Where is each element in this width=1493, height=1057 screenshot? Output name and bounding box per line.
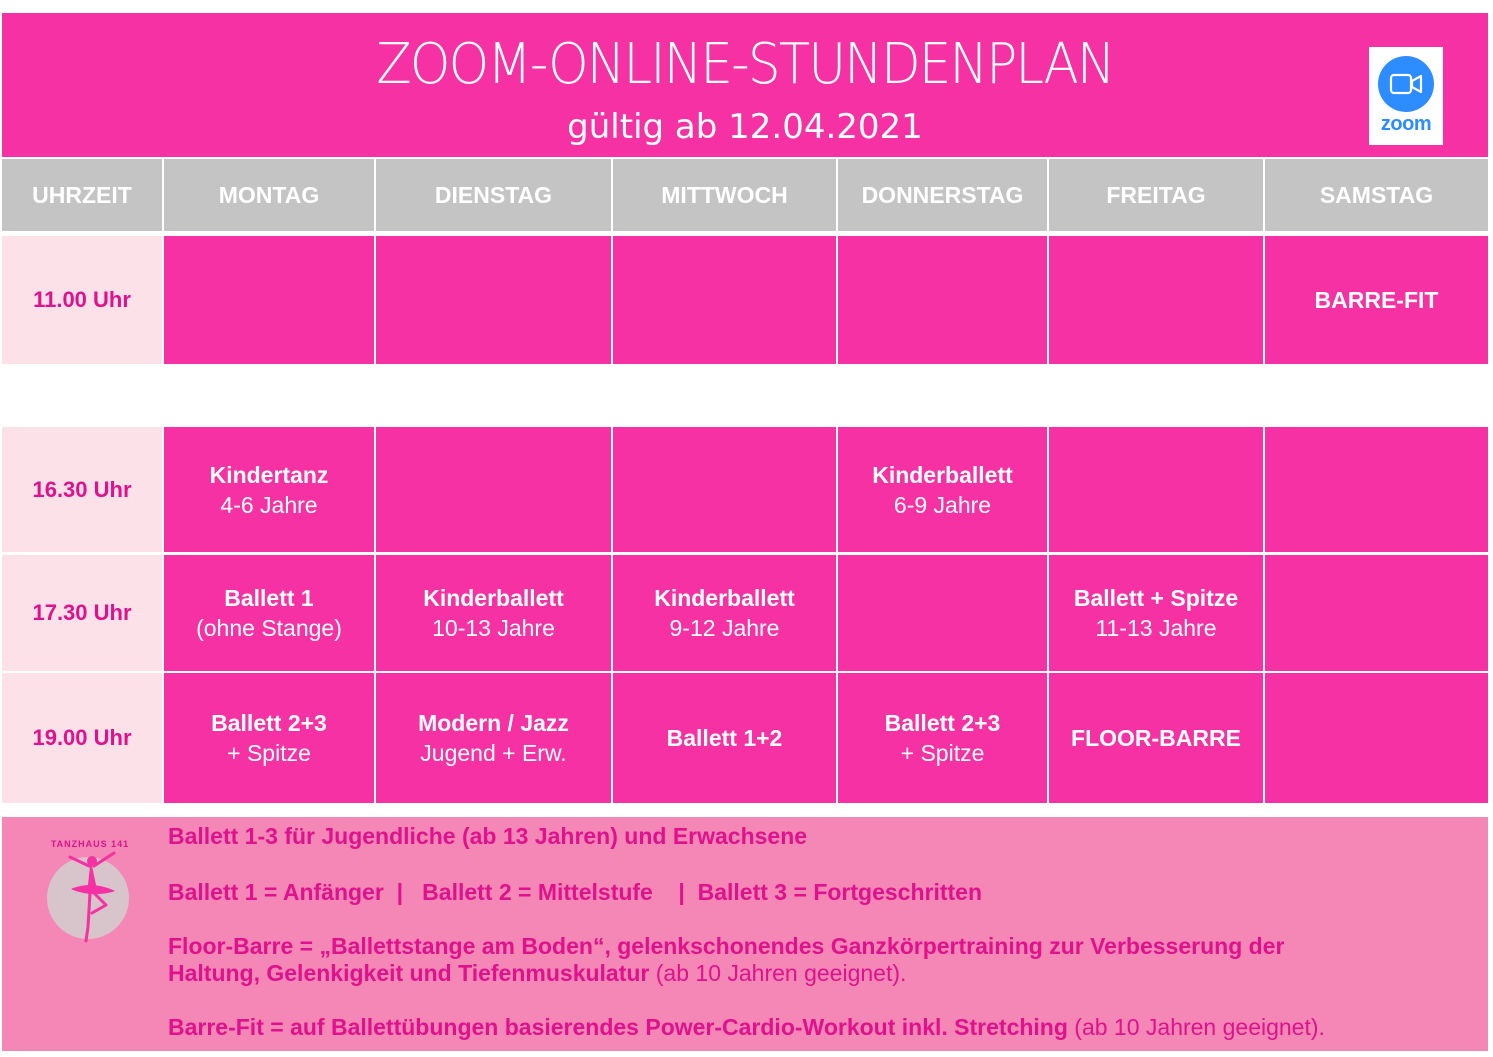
column-header-mittwoch: MITTWOCH [613,159,836,231]
class-name: Kinderballett [423,585,564,611]
page-subtitle: gültig ab 12.04.2021 [567,107,923,147]
class-detail: 9-12 Jahre [669,615,780,641]
class-detail: 6-9 Jahre [893,491,992,518]
class-name: Kinderballett [872,461,1013,488]
class-cell-samstag [1265,236,1488,364]
page-title: ZOOM-ONLINE-STUNDENPLAN [376,32,1114,97]
column-header-samstag: SAMSTAG [1265,159,1488,231]
time-cell: 17.30 Uhr [2,555,162,671]
column-header-uhrzeit: UHRZEIT [2,159,162,231]
tanzhaus-logo-text: TANZHAUS 141 [50,839,130,849]
class-cell-samstag [1265,427,1488,552]
class-name: Kinderballett [654,585,795,611]
class-cell-donnerstag [838,236,1047,364]
time-cell: 11.00 Uhr [2,236,162,364]
column-header-montag: MONTAG [164,159,374,231]
class-detail: (ohne Stange) [196,615,342,641]
class-name: BARRE-FIT [1314,287,1439,313]
note-floor-barre-age: (ab 10 Jahren geeignet). [649,960,907,986]
header-banner [2,13,1488,157]
class-name: Ballett 1+2 [666,725,783,751]
class-cell-dienstag [376,236,611,364]
time-cell: 16.30 Uhr [2,427,162,552]
class-name: Kindertanz [209,461,329,488]
class-detail: 10-13 Jahre [432,615,555,641]
class-detail: Jugend + Erw. [420,740,567,766]
zoom-logo-text: zoom [1380,113,1432,135]
class-cell-mittwoch [613,236,836,364]
class-cell-mittwoch [613,673,836,803]
note-barre-fit [168,1014,1325,1041]
class-cell-montag [164,236,374,364]
class-cell-samstag [1265,673,1488,803]
zoom-logo [1369,47,1443,145]
class-name: Ballett 2+3 [211,710,327,736]
note-floor-barre-2 [168,960,906,987]
note-floor-barre-2-text: Haltung, Gelenkigkeit und Tiefenmuskulatur [168,960,650,986]
footer-notes [2,817,1488,1051]
class-cell-dienstag [376,673,611,803]
class-cell-samstag [1265,555,1488,671]
note-ballett-levels: Ballett 1 = Anfänger | Ballett 2 = Mittelstufe | Ballett 3 = Fortgeschritten [168,879,982,905]
class-cell-dienstag [376,427,611,552]
class-cell-dienstag [376,555,611,671]
class-cell-donnerstag [838,673,1047,803]
class-cell-donnerstag [838,555,1047,671]
class-detail: 11-13 Jahre [1095,615,1217,641]
class-name: Ballett 2+3 [884,710,1001,736]
column-header-donnerstag: DONNERSTAG [838,159,1047,231]
class-cell-montag [164,673,374,803]
class-cell-donnerstag [838,427,1047,552]
class-name: FLOOR-BARRE [1071,725,1241,751]
column-header-freitag: FREITAG [1049,159,1263,231]
column-header-dienstag: DIENSTAG [376,159,611,231]
class-cell-mittwoch [613,427,836,552]
video-camera-icon [1378,56,1434,112]
ballerina-icon [62,847,126,945]
note-barre-fit-text: Barre-Fit = auf Ballettübungen basierendes Power-Cardio-Workout inkl. Stretching [168,1014,1068,1040]
class-name: Ballett + Spitze [1073,585,1239,611]
class-cell-freitag [1049,555,1263,671]
class-cell-freitag [1049,236,1263,364]
class-cell-mittwoch [613,555,836,671]
class-detail: + Spitze [900,740,985,766]
note-floor-barre-1: Floor-Barre = „Ballettstange am Boden“, gelenkschonendes Ganzkörpertraining zur Verbesserung der [168,933,1285,959]
note-barre-fit-age: (ab 10 Jahren geeignet). [1067,1014,1325,1040]
note-ballett-levels-intro: Ballett 1-3 für Jugendliche (ab 13 Jahren) und Erwachsene [168,823,808,849]
class-detail: + Spitze [227,740,311,766]
class-cell-freitag [1049,673,1263,803]
class-cell-freitag [1049,427,1263,552]
time-cell: 19.00 Uhr [2,673,162,803]
class-cell-montag [164,427,374,552]
class-detail: 4-6 Jahre [220,491,318,518]
class-name: Ballett 1 [224,585,314,611]
class-name: Modern / Jazz [418,710,569,736]
class-cell-montag [164,555,374,671]
